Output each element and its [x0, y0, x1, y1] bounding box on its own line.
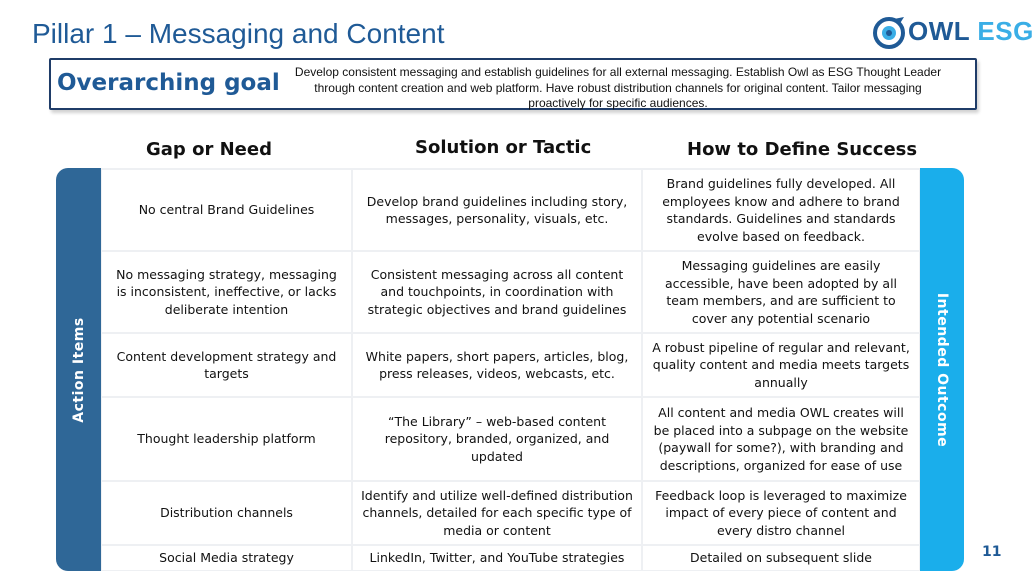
table-cell-solution: Consistent messaging across all content and touchpoints, in coordination with strategic objectives and brand guidelines: [353, 252, 641, 332]
table-cell-gap: No messaging strategy, messaging is inconsistent, ineffective, or lacks deliberate intention: [102, 252, 351, 332]
logo-wordmark: OWL ESG: [908, 16, 1034, 46]
table-cell-success: A robust pipeline of regular and relevant, quality content and media meets targets annually: [643, 334, 919, 396]
table-cell-success: Brand guidelines fully developed. All employees know and adhere to brand standards. Guidelines and standards evolve based on feedback.: [643, 170, 919, 250]
table-cell-success: All content and media OWL creates will be placed into a subpage on the website (paywall for some?), with branding and descriptions, organized for ease of use: [643, 398, 919, 480]
column-header-solution: Solution or Tactic: [415, 137, 592, 158]
table-cell-solution: LinkedIn, Twitter, and YouTube strategies: [353, 546, 641, 570]
page-title: Pillar 1 – Messaging and Content: [32, 18, 445, 49]
company-logo: [872, 12, 1034, 52]
action-items-bar: [56, 168, 101, 571]
intended-outcome-bar: [920, 168, 964, 571]
column-header-gap: Gap or Need: [146, 139, 272, 160]
owl-eye-icon: [872, 15, 906, 49]
table-cell-success: Detailed on subsequent slide: [643, 546, 919, 570]
table-cell-gap: No central Brand Guidelines: [102, 170, 351, 250]
table-cell-success: Feedback loop is leveraged to maximize impact of every piece of content and every distro channel: [643, 482, 919, 544]
table-cell-gap: Distribution channels: [102, 482, 351, 544]
table-cell-success: Messaging guidelines are easily accessible, have been adopted by all team members, and are sufficient to cover any potential scenario: [643, 252, 919, 332]
column-header-success: How to Define Success: [687, 139, 918, 160]
table-cell-solution: Develop brand guidelines including story, messages, personality, visuals, etc.: [353, 170, 641, 250]
action-items-label: Action Items: [70, 316, 87, 423]
table-cell-gap: Thought leadership platform: [102, 398, 351, 480]
goal-label: Overarching goal: [57, 70, 280, 96]
table-cell-solution: “The Library” – web-based content repository, branded, organized, and updated: [353, 398, 641, 480]
intended-outcome-label: Intended Outcome: [934, 292, 950, 447]
table-cell-solution: Identify and utilize well-defined distribution channels, detailed for each specific type of media or content: [353, 482, 641, 544]
overarching-goal-box: [49, 58, 977, 110]
table-cell-gap: Content development strategy and targets: [102, 334, 351, 396]
goal-text: Develop consistent messaging and establish guidelines for all external messaging. Establish Owl as ESG Thought Leader through content creation and web platform. Have robust distribution channels for original content. Tailor messaging proactively for specific audiences.: [294, 65, 942, 110]
table-cell-gap: Social Media strategy: [102, 546, 351, 570]
table-cell-solution: White papers, short papers, articles, blog, press releases, videos, webcasts, etc.: [353, 334, 641, 396]
page-number: 11: [982, 544, 1002, 560]
